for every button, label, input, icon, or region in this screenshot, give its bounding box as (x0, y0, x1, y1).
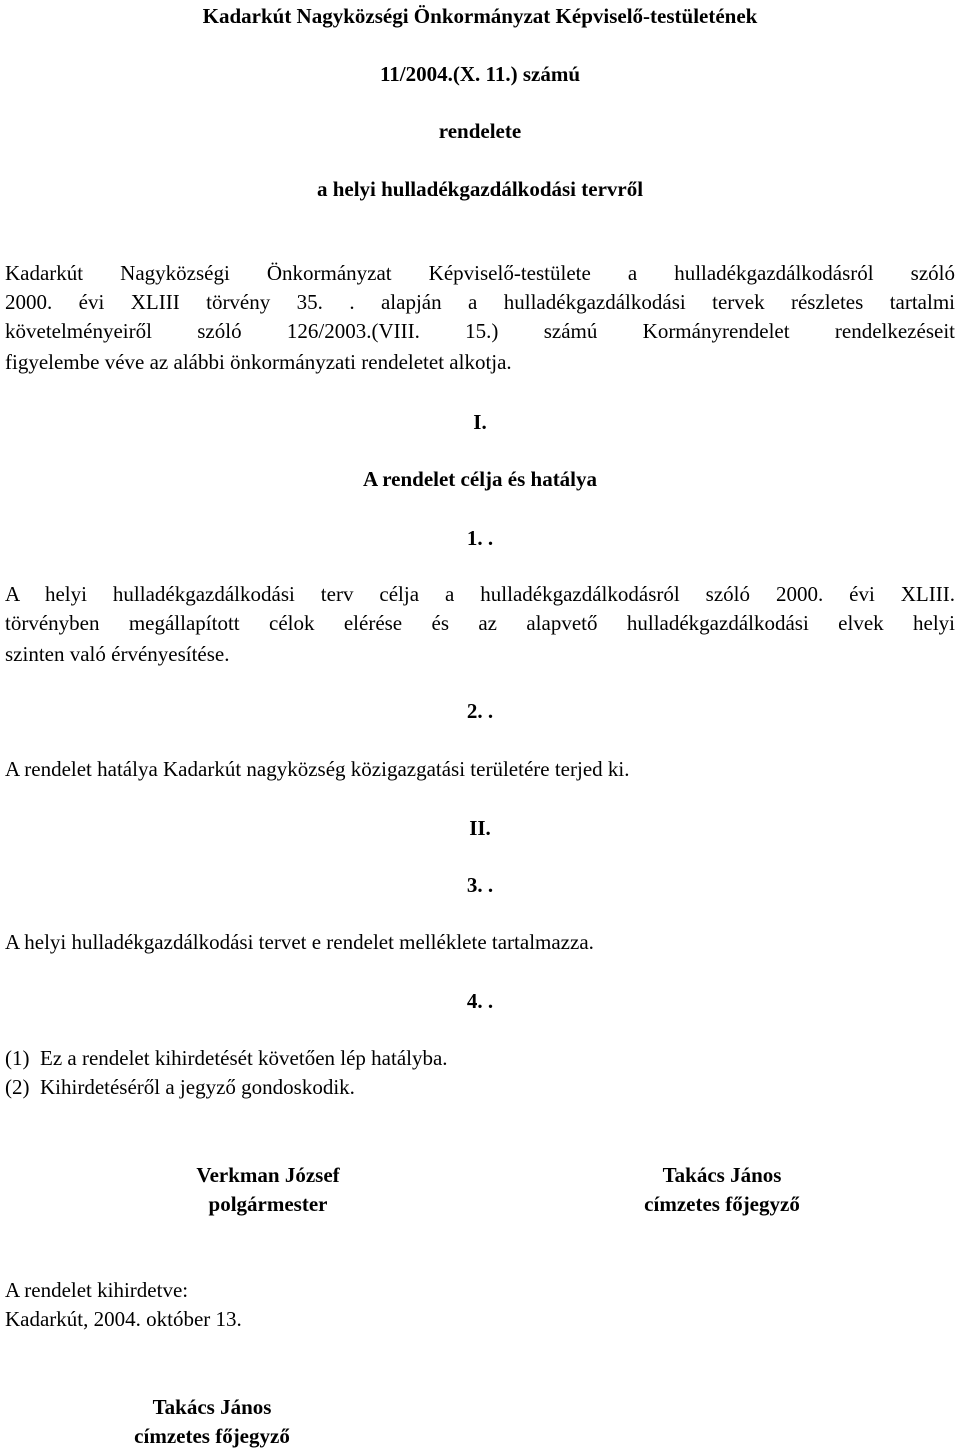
signature-left-title: polgármester (208, 1192, 328, 1216)
section-2-text: A rendelet hatálya Kadarkút nagyközség közigazgatási területére terjed ki. (5, 757, 630, 781)
section-2-number: 2. . (466, 699, 494, 723)
section-1-line-3: szinten való érvényesítése. (5, 642, 230, 666)
section-4-number: 4. . (466, 989, 494, 1013)
promulgation-place-date: Kadarkút, 2004. október 13. (5, 1307, 242, 1331)
title-line-1: Kadarkút Nagyközségi Önkormányzat Képviselő-testületének (202, 4, 758, 28)
section-1-number: 1. . (466, 526, 494, 550)
section-4-item-1: (1) Ez a rendelet kihirdetését követően lép hatályba. (5, 1046, 448, 1070)
section-1-line-1: A helyi hulladékgazdálkodási terv célja a hulladékgazdálkodásról szóló 2000. évi XLIII. (5, 582, 955, 606)
signature-left-name: Verkman József (196, 1163, 340, 1187)
chapter-2-number: II. (469, 816, 491, 840)
signature-right-name: Takács János (662, 1163, 782, 1187)
preamble-line-4: figyelembe véve az alábbi önkormányzati rendeletet alkotja. (5, 350, 512, 374)
chapter-1-heading: A rendelet célja és hatálya (362, 467, 598, 491)
section-3-text: A helyi hulladékgazdálkodási tervet e rendelet melléklete tartalmazza. (5, 930, 594, 954)
title-line-3: rendelete (438, 119, 522, 143)
section-3-number: 3. . (466, 873, 494, 897)
preamble-line-3: követelményeiről szóló 126/2003.(VIII. 15.) számú Kormányrendelet rendelkezéseit (5, 319, 955, 343)
signature-right (582, 1161, 862, 1219)
signature-left (128, 1161, 408, 1219)
final-signature-title: címzetes főjegyző (134, 1424, 290, 1448)
section-1-line-2: törvényben megállapított célok elérése és az alapvető hulladékgazdálkodási elvek helyi (5, 611, 955, 635)
chapter-1-number: I. (473, 410, 487, 434)
section-4-item-2: (2) Kihirdetéséről a jegyző gondoskodik. (5, 1075, 355, 1099)
final-signature-name: Takács János (152, 1395, 272, 1419)
preamble-line-1: Kadarkút Nagyközségi Önkormányzat Képviselő-testülete a hulladékgazdálkodásról szóló (5, 261, 955, 285)
signature-right-title: címzetes főjegyző (644, 1192, 800, 1216)
title-line-2: 11/2004.(X. 11.) számú (379, 62, 581, 86)
title-line-4: a helyi hulladékgazdálkodási tervről (316, 177, 644, 201)
promulgation-label: A rendelet kihirdetve: (5, 1278, 189, 1302)
final-signature (72, 1393, 352, 1451)
preamble-line-2: 2000. évi XLIII törvény 35. . alapján a hulladékgazdálkodási tervek részletes tartalmi (5, 290, 955, 314)
